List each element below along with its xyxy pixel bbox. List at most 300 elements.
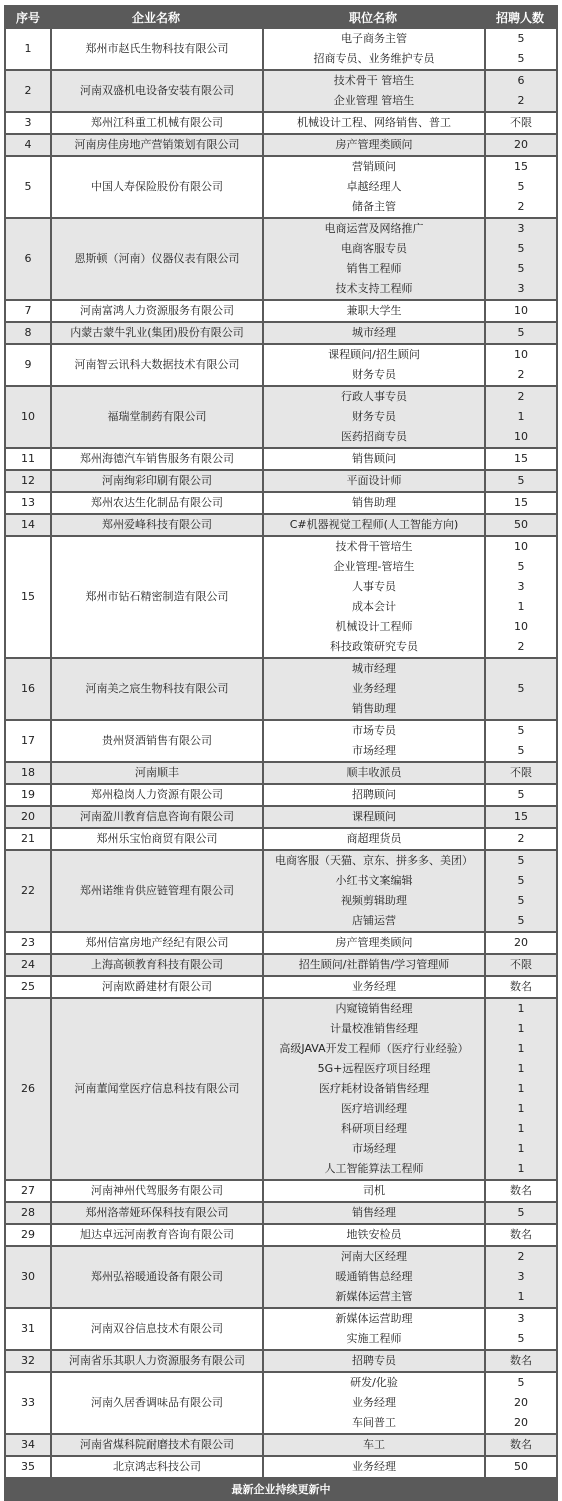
position-list [262,515,484,535]
hire-count: 50 [514,518,528,531]
position-name: C#机器视觉工程师(人工智能方向) [289,518,459,531]
hire-count: 2 [517,94,525,107]
position-list [262,1203,484,1223]
hire-count: 3 [517,1312,525,1325]
position-name: 企业管理 管培生 [333,94,415,107]
hire-count: 15 [514,160,528,173]
table-row [6,1225,556,1245]
position-name: 机械设计工程、网络销售、普工 [297,116,451,129]
row-index: 27 [6,1181,50,1201]
table-row [6,387,556,447]
table-row [6,1181,556,1201]
hire-count: 20 [514,936,528,949]
hire-count: 3 [517,222,525,235]
position-name: 销售助理 [352,496,396,509]
position-name: 电子商务主管 [341,32,407,45]
table-row [6,449,556,469]
position-name: 城市经理 [352,662,396,675]
table-row [6,29,556,69]
table-footer-note: 最新企业持续更新中 [4,1479,558,1501]
hire-count: 5 [517,560,525,573]
hire-count: 1 [517,410,525,423]
header-index: 序号 [6,9,50,27]
count-list [484,515,556,535]
position-name: 电商客服专员 [341,242,407,255]
count-list [484,955,556,975]
table-row [6,955,556,975]
position-name: 人工智能算法工程师 [324,1162,424,1175]
row-index: 5 [6,157,50,217]
position-name: 成本会计 [352,600,396,613]
table-row [6,345,556,385]
row-index: 10 [6,387,50,447]
position-name: 业务经理 [352,682,396,695]
position-list [262,851,484,931]
table-row [6,1457,556,1477]
row-index: 31 [6,1309,50,1349]
table-row [6,785,556,805]
count-list [484,537,556,657]
position-list [262,1247,484,1307]
hire-count: 3 [517,282,525,295]
position-name: 兼职大学生 [346,304,402,317]
hire-count: 数名 [510,1438,532,1451]
position-name: 内窥镜销售经理 [335,1002,413,1015]
hire-count: 10 [514,540,528,553]
header-count: 招聘人数 [484,9,556,27]
hire-count: 5 [517,1376,525,1389]
hire-count: 数名 [510,1228,532,1241]
position-list [262,537,484,657]
count-list [484,1435,556,1455]
hire-count: 5 [517,914,525,927]
position-name: 行政人事专员 [341,390,407,403]
position-name: 5G+远程医疗项目经理 [317,1062,431,1075]
row-index: 26 [6,999,50,1179]
company-name: 郑州信富房地产经纪有限公司 [50,933,262,953]
hire-count: 5 [517,326,525,339]
company-name: 郑州乐宝怡商贸有限公司 [50,829,262,849]
position-list [262,387,484,447]
position-name: 司机 [363,1184,385,1197]
row-index: 13 [6,493,50,513]
position-list [262,1181,484,1201]
position-name: 招商专员、业务维护专员 [313,52,435,65]
hire-count: 3 [517,580,525,593]
position-list [262,955,484,975]
company-name: 河南神州代驾服务有限公司 [50,1181,262,1201]
row-index: 16 [6,659,50,719]
company-name: 河南绚彩印刷有限公司 [50,471,262,491]
position-name: 车工 [363,1438,385,1451]
hire-count: 5 [517,724,525,737]
position-name: 高级JAVA开发工程师（医疗行业经验） [279,1042,469,1055]
count-list [484,763,556,783]
row-index: 12 [6,471,50,491]
row-index: 30 [6,1247,50,1307]
position-name: 研发/化验 [350,1376,398,1389]
company-name: 福瑞堂制药有限公司 [50,387,262,447]
hire-count: 5 [517,854,525,867]
table-row [6,1309,556,1349]
table-row [6,851,556,931]
row-index: 4 [6,135,50,155]
position-list [262,1457,484,1477]
company-name: 河南盈川教育信息咨询有限公司 [50,807,262,827]
position-list [262,999,484,1179]
position-list [262,345,484,385]
position-list [262,219,484,299]
count-list [484,219,556,299]
hire-count: 数名 [510,1184,532,1197]
count-list [484,71,556,111]
hire-count: 10 [514,348,528,361]
row-index: 17 [6,721,50,761]
company-name: 郑州市赵氏生物科技有限公司 [50,29,262,69]
hire-count: 10 [514,430,528,443]
hire-count: 2 [517,832,525,845]
position-name: 业务经理 [352,1460,396,1473]
company-name: 郑州洛蒂娅环保科技有限公司 [50,1203,262,1223]
hire-count: 3 [517,1270,525,1283]
hire-count: 5 [517,242,525,255]
position-name: 顺丰收派员 [346,766,402,779]
position-list [262,1309,484,1349]
position-name: 电商运营及网络推广 [324,222,424,235]
table-row [6,1203,556,1223]
hire-count: 5 [517,788,525,801]
count-list [484,29,556,69]
hire-count: 1 [517,1002,525,1015]
table-row [6,515,556,535]
position-list [262,721,484,761]
hire-count: 1 [517,1102,525,1115]
hire-count: 1 [517,1122,525,1135]
row-index: 7 [6,301,50,321]
position-name: 业务经理 [352,1396,396,1409]
position-list [262,807,484,827]
position-name: 店铺运营 [352,914,396,927]
count-list [484,387,556,447]
position-name: 市场专员 [352,724,396,737]
position-name: 财务专员 [352,368,396,381]
count-list [484,721,556,761]
company-name: 河南省乐其职人力资源服务有限公司 [50,1351,262,1371]
company-name: 郑州农达生化制品有限公司 [50,493,262,513]
position-name: 课程顾问 [352,810,396,823]
table-row [6,1373,556,1433]
table-row [6,219,556,299]
hire-count: 10 [514,620,528,633]
table-row [6,721,556,761]
hire-count: 不限 [510,958,532,971]
table-row [6,933,556,953]
row-index: 25 [6,977,50,997]
position-name: 销售经理 [352,1206,396,1219]
table-row [6,999,556,1179]
row-index: 18 [6,763,50,783]
hire-count: 5 [517,744,525,757]
hire-count: 1 [517,600,525,613]
row-index: 35 [6,1457,50,1477]
position-name: 暖通销售总经理 [335,1270,413,1283]
header-position: 职位名称 [262,9,484,27]
position-name: 销售顾问 [352,452,396,465]
position-name: 房产管理类顾问 [335,936,413,949]
position-list [262,323,484,343]
position-list [262,1351,484,1371]
position-name: 课程顾问/招生顾问 [328,348,420,361]
table-row [6,659,556,719]
hire-count: 20 [514,1416,528,1429]
row-index: 8 [6,323,50,343]
position-name: 地铁安检员 [346,1228,402,1241]
count-list: 5 [484,659,556,719]
company-name: 河南富鸿人力资源服务有限公司 [50,301,262,321]
company-name: 内蒙古蒙牛乳业(集团)股份有限公司 [50,323,262,343]
position-name: 科技政策研究专员 [330,640,418,653]
position-list [262,785,484,805]
position-list [262,29,484,69]
company-name: 河南美之宸生物科技有限公司 [50,659,262,719]
row-index: 24 [6,955,50,975]
count-list [484,1351,556,1371]
position-name: 医疗耗材设备销售经理 [319,1082,429,1095]
hire-count: 1 [517,1082,525,1095]
position-name: 视频剪辑助理 [341,894,407,907]
row-index: 21 [6,829,50,849]
company-name: 恩斯顿（河南）仪器仪表有限公司 [50,219,262,299]
hire-count: 1 [517,1062,525,1075]
hire-count: 5 [517,894,525,907]
recruitment-table [6,7,556,1479]
position-name: 房产管理类顾问 [335,138,413,151]
hire-count: 5 [517,180,525,193]
position-name: 机械设计工程师 [335,620,413,633]
table-row [6,763,556,783]
company-name: 郑州诺维肯供应链管理有限公司 [50,851,262,931]
position-name: 河南大区经理 [341,1250,407,1263]
hire-count: 1 [517,1290,525,1303]
hire-count: 15 [514,496,528,509]
position-name: 小红书文案编辑 [335,874,413,887]
hire-count: 5 [517,474,525,487]
position-list [262,659,484,719]
count-list [484,1181,556,1201]
company-name: 郑州稳岗人力资源有限公司 [50,785,262,805]
position-name: 实施工程师 [346,1332,402,1345]
position-name: 招聘专员 [352,1354,396,1367]
position-name: 车间普工 [352,1416,396,1429]
hire-count: 50 [514,1460,528,1473]
count-list [484,1203,556,1223]
position-list [262,135,484,155]
hire-count: 1 [517,1142,525,1155]
position-list [262,763,484,783]
row-index: 34 [6,1435,50,1455]
row-index: 14 [6,515,50,535]
hire-count: 10 [514,304,528,317]
hire-count: 2 [517,640,525,653]
hire-count: 6 [517,74,525,87]
table-row [6,829,556,849]
recruitment-table-panel [4,5,558,1501]
position-name: 技术支持工程师 [335,282,413,295]
row-index: 22 [6,851,50,931]
company-name: 河南欧爵建材有限公司 [50,977,262,997]
hire-count: 1 [517,1042,525,1055]
count-list [484,493,556,513]
position-list [262,829,484,849]
hire-count: 5 [517,52,525,65]
company-name: 河南房佳房地产营销策划有限公司 [50,135,262,155]
position-name: 医药招商专员 [341,430,407,443]
table-row [6,807,556,827]
row-index: 20 [6,807,50,827]
table-header-row [6,9,556,27]
hire-count: 不限 [510,116,532,129]
table-row [6,1351,556,1371]
company-name: 中国人寿保险股份有限公司 [50,157,262,217]
count-list [484,135,556,155]
position-name: 财务专员 [352,410,396,423]
table-row [6,71,556,111]
position-list [262,493,484,513]
position-list [262,113,484,133]
table-row [6,135,556,155]
company-name: 郑州市钻石精密制造有限公司 [50,537,262,657]
position-list [262,1225,484,1245]
count-list [484,807,556,827]
hire-count: 数名 [510,1354,532,1367]
position-name: 市场经理 [352,1142,396,1155]
hire-count: 不限 [510,766,532,779]
count-list [484,829,556,849]
hire-count: 5 [517,1332,525,1345]
company-name: 北京鸿志科技公司 [50,1457,262,1477]
hire-count: 数名 [510,980,532,993]
position-name: 电商客服（天猫、京东、拼多多、美团） [275,854,473,867]
position-name: 招生顾问/社群销售/学习管理师 [298,958,450,971]
count-list [484,471,556,491]
table-row [6,471,556,491]
table-row [6,301,556,321]
hire-count: 2 [517,368,525,381]
hire-count: 15 [514,810,528,823]
company-name: 郑州海德汽车销售服务有限公司 [50,449,262,469]
hire-count: 20 [514,138,528,151]
hire-count: 15 [514,452,528,465]
position-list [262,1435,484,1455]
position-name: 科研项目经理 [341,1122,407,1135]
company-name: 郑州弘裕暖通设备有限公司 [50,1247,262,1307]
count-list [484,345,556,385]
company-name: 河南董闻堂医疗信息科技有限公司 [50,999,262,1179]
count-list [484,851,556,931]
row-index: 29 [6,1225,50,1245]
count-list [484,301,556,321]
company-name: 郑州爱峰科技有限公司 [50,515,262,535]
row-index: 23 [6,933,50,953]
count-list [484,449,556,469]
hire-count: 2 [517,200,525,213]
hire-count: 5 [517,32,525,45]
row-index: 28 [6,1203,50,1223]
hire-count: 1 [517,1162,525,1175]
position-name: 医疗培训经理 [341,1102,407,1115]
company-name: 贵州贤酒销售有限公司 [50,721,262,761]
hire-count: 5 [517,1206,525,1219]
position-name: 新媒体运营主管 [335,1290,413,1303]
position-name: 技术骨干管培生 [335,540,413,553]
position-name: 技术骨干 管培生 [333,74,415,87]
company-name: 旭达卓远河南教育咨询有限公司 [50,1225,262,1245]
row-index: 15 [6,537,50,657]
table-row [6,157,556,217]
count-list [484,785,556,805]
position-name: 招聘顾问 [352,788,396,801]
position-list [262,71,484,111]
position-list [262,933,484,953]
position-list [262,977,484,997]
table-row [6,493,556,513]
hire-count: 5 [517,874,525,887]
position-name: 业务经理 [352,980,396,993]
company-name: 河南双盛机电设备安装有限公司 [50,71,262,111]
table-row [6,977,556,997]
row-index: 3 [6,113,50,133]
hire-count: 20 [514,1396,528,1409]
table-body [6,29,556,1477]
position-name: 计量校准销售经理 [330,1022,418,1035]
row-index: 1 [6,29,50,69]
hire-count: 2 [517,1250,525,1263]
hire-count: 2 [517,390,525,403]
count-list [484,157,556,217]
position-name: 储备主管 [352,200,396,213]
count-list [484,1247,556,1307]
table-row [6,537,556,657]
count-list [484,933,556,953]
count-list [484,1309,556,1349]
table-row [6,323,556,343]
position-list [262,1373,484,1433]
count-list [484,977,556,997]
position-name: 新媒体运营助理 [335,1312,413,1325]
row-index: 2 [6,71,50,111]
position-name: 营销顾问 [352,160,396,173]
position-name: 销售工程师 [346,262,402,275]
position-name: 商超理货员 [346,832,402,845]
count-list [484,999,556,1179]
count-list [484,323,556,343]
count-list [484,1373,556,1433]
position-list [262,157,484,217]
header-company: 企业名称 [50,9,262,27]
position-name: 企业管理-管培生 [333,560,415,573]
position-name: 卓越经理人 [346,180,402,193]
company-name: 河南省煤科院耐磨技术有限公司 [50,1435,262,1455]
position-name: 市场经理 [352,744,396,757]
position-name: 城市经理 [352,326,396,339]
hire-count: 1 [517,1022,525,1035]
company-name: 河南久居香调味品有限公司 [50,1373,262,1433]
position-name: 人事专员 [352,580,396,593]
company-name: 河南顺丰 [50,763,262,783]
row-index: 11 [6,449,50,469]
count-list [484,1457,556,1477]
count-list [484,1225,556,1245]
